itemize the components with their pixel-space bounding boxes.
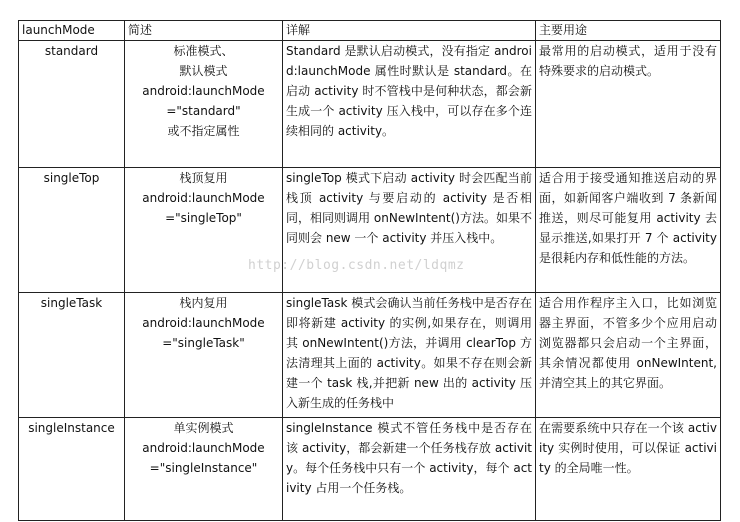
launch-mode-table [18,20,721,521]
summary-line: 栈内复用 [179,296,228,310]
cell-detail: Standard 是默认启动模式，没有指定 android:launchMode 属性时默认是 standard。在启动 activity 时不管栈中是何种状态，都会新生成一个 activity 压入栈中，可以存在多个连续相同的 activity。 [283,41,536,168]
summary-line: 单实例模式 [173,421,234,435]
summary-line: ="singleInstance" [149,461,258,475]
summary-line: ="singleTop" [165,211,242,225]
cell-usage: 适合用于接受通知推送启动的界面，如新闻客户端收到 7 条新闻推送，则尽可能复用 activity 去显示推送,如果打开 7 个 activity 是很耗内存和低性能的方法。 [536,168,721,293]
summary-line: android:launchMode [142,84,265,98]
header-usage: 主要用途 [536,21,721,41]
summary-line: 标准模式、 [173,44,234,58]
cell-mode: singleTask [19,293,125,418]
summary-line: 栈顶复用 [179,171,228,185]
cell-detail: singleInstance 模式不管任务栈中是否存在该 activity，都会新建一个任务栈存放 activity。每个任务栈中只有一个 activity，每个 activity 占用一个任务栈。 [283,418,536,521]
cell-summary [125,41,283,168]
cell-detail: singleTask 模式会确认当前任务栈中是否存在即将新建 activity 的实例,如果存在，则调用其 onNewIntent()方法，并调用 clearTop 方法清理其上面的 activity。如果不存在则会新建一个 task 栈,并把新 new 出的 activity 压入新生成的任务栈中 [283,293,536,418]
table-row [19,293,721,418]
summary-line: android:launchMode [142,441,265,455]
table-row [19,418,721,521]
header-launch-mode: launchMode [19,21,125,41]
summary-line: ="standard" [166,104,241,118]
summary-line: android:launchMode [142,191,265,205]
cell-summary [125,293,283,418]
cell-mode: singleTop [19,168,125,293]
cell-mode: standard [19,41,125,168]
header-detail: 详解 [283,21,536,41]
header-row [19,21,721,41]
cell-mode: singleInstance [19,418,125,521]
header-summary: 简述 [125,21,283,41]
table-row [19,41,721,168]
table-row [19,168,721,293]
cell-summary [125,418,283,521]
summary-line: android:launchMode [142,316,265,330]
cell-detail: singleTop 模式下启动 activity 时会匹配当前栈顶 activity 与要启动的 activity 是否相同，相同则调用 onNewIntent()方法。如果不同则会 new 一个 activity 并压入栈中。 [283,168,536,293]
summary-line: 或不指定属性 [167,124,240,138]
cell-usage: 在需要系统中只存在一个该 activity 实例时使用，可以保证 activity 的全局唯一性。 [536,418,721,521]
summary-line: ="singleTask" [162,336,245,350]
cell-usage: 最常用的启动模式，适用于没有特殊要求的启动模式。 [536,41,721,168]
cell-usage: 适合用作程序主入口，比如浏览器主界面，不管多少个应用启动浏览器都只会启动一个主界面，其余情况都使用 onNewIntent,并清空其上的其它界面。 [536,293,721,418]
watermark: http://blog.csdn.net/ldqmz [248,258,465,273]
summary-line: 默认模式 [179,64,228,78]
cell-summary [125,168,283,293]
